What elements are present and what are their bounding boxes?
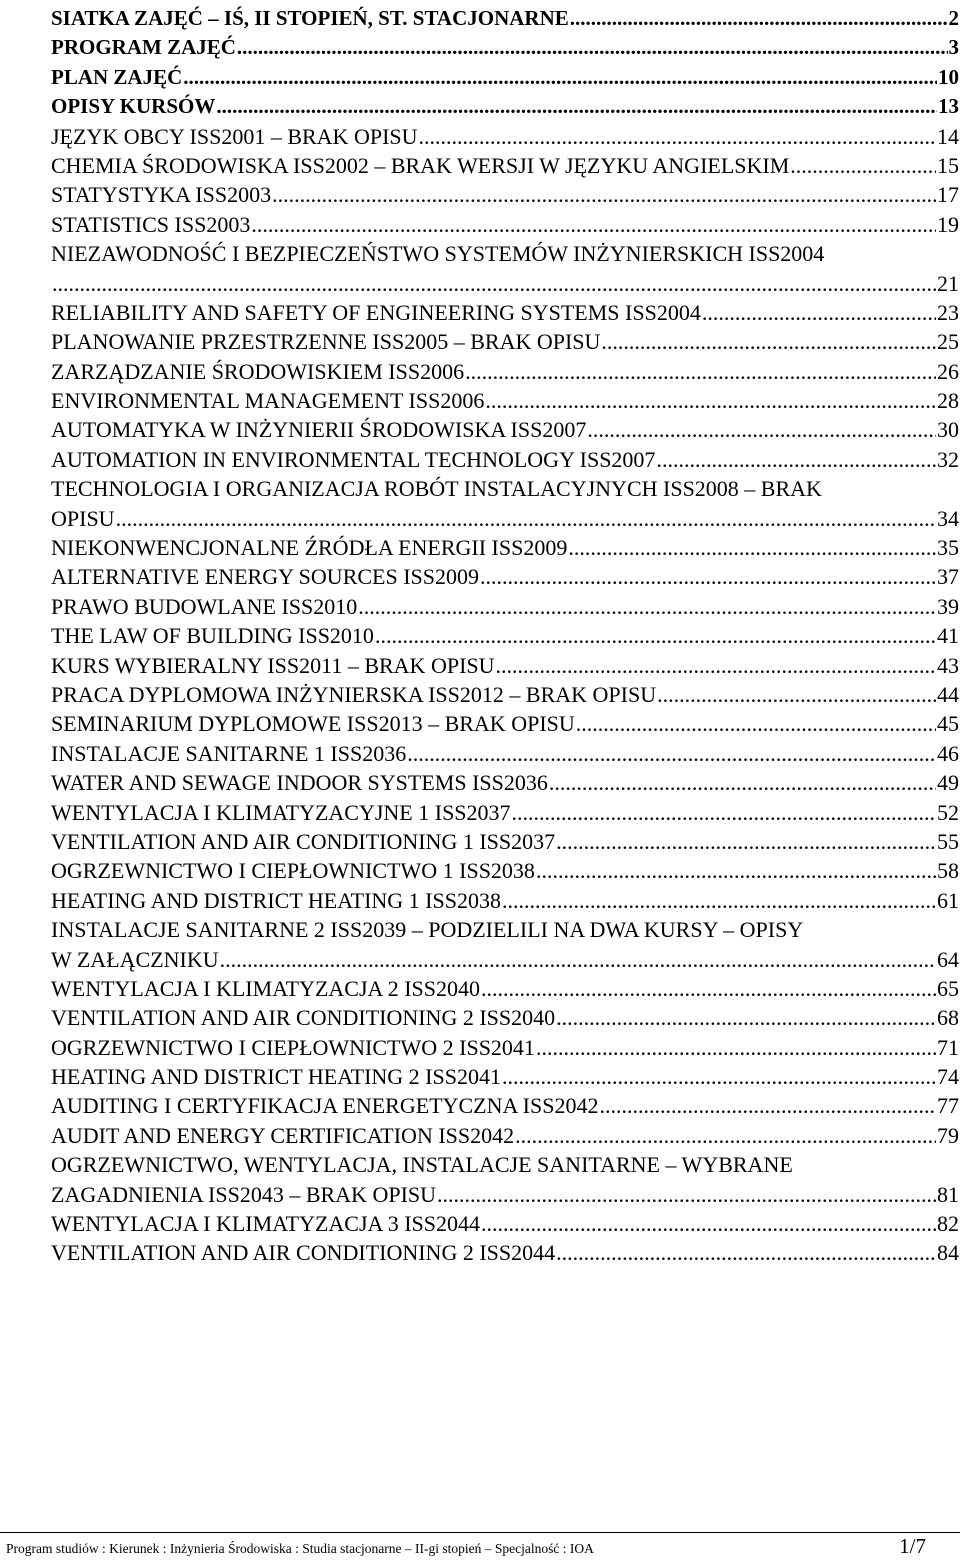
toc-page-number: 68 bbox=[937, 1005, 959, 1031]
toc-entry-title: AUTOMATYKA W INŻYNIERII ŚRODOWISKA ISS2007 bbox=[51, 417, 587, 443]
toc-entry[interactable] bbox=[51, 415, 959, 444]
toc-page-number: 43 bbox=[937, 652, 959, 678]
leader-dots bbox=[790, 151, 936, 180]
toc-page-number: 25 bbox=[937, 329, 959, 355]
toc-entry[interactable] bbox=[51, 122, 959, 151]
toc-page-number: 14 bbox=[937, 123, 959, 149]
toc-entry[interactable] bbox=[51, 974, 959, 1003]
leader-dots bbox=[570, 4, 948, 33]
toc-entry-title: CHEMIA ŚRODOWISKA ISS2002 – BRAK WERSJI W JĘZYKU ANGIELSKIM bbox=[51, 152, 790, 178]
toc-page-number: 46 bbox=[937, 740, 959, 766]
leader-dots bbox=[183, 63, 937, 92]
toc-entry[interactable] bbox=[51, 1091, 959, 1120]
toc-entry-title: SIATKA ZAJĘĆ – IŚ, II STOPIEŃ, ST. STACJONARNE bbox=[51, 6, 569, 30]
toc-page-number: 77 bbox=[937, 1093, 959, 1119]
toc-entry[interactable] bbox=[51, 886, 959, 915]
toc-page-number: 28 bbox=[937, 388, 959, 414]
leader-dots bbox=[496, 651, 936, 680]
leader-dots bbox=[116, 504, 936, 533]
leader-dots bbox=[485, 386, 936, 415]
toc-entry-title: PRAWO BUDOWLANE ISS2010 bbox=[51, 593, 358, 619]
toc-entry[interactable] bbox=[51, 562, 959, 591]
toc-entry-title: ZARZĄDZANIE ŚRODOWISKIEM ISS2006 bbox=[51, 358, 465, 384]
page-indicator: 1/7 bbox=[899, 1534, 926, 1558]
leader-dots bbox=[576, 709, 936, 738]
toc-page-number: 65 bbox=[937, 975, 959, 1001]
toc-page-number: 41 bbox=[937, 623, 959, 649]
leader-dots bbox=[568, 533, 936, 562]
leader-dots bbox=[437, 1180, 936, 1209]
toc-entry[interactable] bbox=[51, 151, 959, 180]
leader-dots bbox=[220, 945, 936, 974]
page-footer bbox=[0, 1532, 960, 1559]
leader-dots bbox=[657, 680, 936, 709]
toc-entry[interactable] bbox=[51, 1033, 959, 1062]
toc-page-number: 84 bbox=[937, 1240, 959, 1266]
toc-entry[interactable] bbox=[51, 739, 959, 768]
leader-dots bbox=[549, 768, 936, 797]
footer-text: Program studiów : Kierunek : Inżynieria Środowiska : Studia stacjonarne – II-gi stopień – Specjalność : IOA bbox=[6, 1541, 594, 1556]
toc-entry-title: AUTOMATION IN ENVIRONMENTAL TECHNOLOGY ISS2007 bbox=[51, 446, 656, 472]
toc-entry[interactable] bbox=[51, 4, 959, 33]
toc-entry[interactable] bbox=[51, 1003, 959, 1032]
toc-entry-title: VENTILATION AND AIR CONDITIONING 1 ISS2037 bbox=[51, 828, 556, 854]
toc-entry-title: PROGRAM ZAJĘĆ bbox=[51, 35, 236, 60]
toc-entry-title: OGRZEWNICTWO I CIEPŁOWNICTWO 1 ISS2038 bbox=[51, 858, 535, 884]
toc-page-number: 39 bbox=[937, 593, 959, 619]
leader-dots bbox=[599, 1091, 936, 1120]
toc-page-number: 44 bbox=[937, 681, 959, 707]
toc-entry-title-cont: ZAGADNIENIA ISS2043 – BRAK OPISU bbox=[51, 1181, 437, 1207]
toc-entry[interactable] bbox=[51, 621, 959, 650]
toc-entry[interactable] bbox=[51, 945, 959, 974]
toc-entry[interactable] bbox=[51, 445, 959, 474]
toc-entry-title: PLANOWANIE PRZESTRZENNE ISS2005 – BRAK OPISU bbox=[51, 329, 601, 355]
toc-entry-title: OPISY KURSÓW bbox=[51, 94, 216, 119]
toc-page-number: 64 bbox=[937, 946, 959, 972]
toc-entry-title: NIEKONWENCJONALNE ŹRÓDŁA ENERGII ISS2009 bbox=[51, 535, 568, 561]
toc-page-number: 55 bbox=[937, 828, 959, 854]
toc-entry-title: WENTYLACJA I KLIMATYZACJA 2 ISS2040 bbox=[51, 975, 480, 1001]
toc-entry-title: HEATING AND DISTRICT HEATING 2 ISS2041 bbox=[51, 1064, 501, 1090]
toc-entry[interactable] bbox=[51, 680, 959, 709]
toc-page-number: 74 bbox=[937, 1064, 959, 1090]
leader-dots bbox=[502, 886, 936, 915]
toc-entry[interactable] bbox=[51, 298, 959, 327]
toc-page-number: 79 bbox=[937, 1122, 959, 1148]
toc-entry[interactable] bbox=[51, 798, 959, 827]
leader-dots bbox=[419, 122, 936, 151]
leader-dots bbox=[407, 739, 936, 768]
leader-dots bbox=[465, 357, 936, 386]
leader-dots bbox=[237, 33, 948, 62]
leader-dots bbox=[272, 180, 936, 209]
leader-dots bbox=[502, 1062, 936, 1091]
toc-page-number: 52 bbox=[937, 799, 959, 825]
toc-entry-title[interactable]: OGRZEWNICTWO, WENTYLACJA, INSTALACJE SANITARNE – WYBRANE bbox=[51, 1152, 793, 1178]
leader-dots bbox=[536, 1033, 936, 1062]
toc-page-number: 35 bbox=[937, 535, 959, 561]
toc-entry[interactable] bbox=[51, 357, 959, 386]
toc-page-number: 34 bbox=[937, 505, 959, 531]
leader-dots bbox=[702, 298, 936, 327]
toc-entry[interactable] bbox=[51, 269, 959, 298]
toc-page-number: 81 bbox=[937, 1181, 959, 1207]
toc-entry[interactable] bbox=[51, 327, 959, 356]
toc-entry-title: ENVIRONMENTAL MANAGEMENT ISS2006 bbox=[51, 388, 485, 414]
toc-page-number: 23 bbox=[937, 299, 959, 325]
toc-entry[interactable] bbox=[51, 1238, 959, 1267]
leader-dots bbox=[481, 974, 936, 1003]
leader-dots bbox=[216, 92, 937, 121]
table-of-contents bbox=[51, 4, 959, 1268]
toc-page-number: 15 bbox=[937, 152, 959, 178]
leader-dots bbox=[556, 1238, 936, 1267]
toc-page-number: 58 bbox=[937, 858, 959, 884]
toc-entry[interactable] bbox=[51, 92, 959, 121]
toc-entry-title: VENTILATION AND AIR CONDITIONING 2 ISS2040 bbox=[51, 1005, 556, 1031]
toc-entry[interactable] bbox=[51, 1209, 959, 1238]
toc-entry-title: INSTALACJE SANITARNE 1 ISS2036 bbox=[51, 740, 407, 766]
toc-entry-title: ALTERNATIVE ENERGY SOURCES ISS2009 bbox=[51, 564, 480, 590]
leader-dots bbox=[515, 1121, 936, 1150]
toc-page-number: 45 bbox=[937, 711, 959, 737]
toc-page-number: 71 bbox=[937, 1034, 959, 1060]
toc-page-number: 10 bbox=[938, 64, 959, 89]
leader-dots bbox=[480, 562, 936, 591]
toc-entry-title: SEMINARIUM DYPLOMOWE ISS2013 – BRAK OPISU bbox=[51, 711, 575, 737]
toc-entry-title: RELIABILITY AND SAFETY OF ENGINEERING SYSTEMS ISS2004 bbox=[51, 299, 701, 325]
leader-dots bbox=[587, 415, 936, 444]
leader-dots bbox=[358, 592, 936, 621]
toc-entry[interactable] bbox=[51, 827, 959, 856]
leader-dots bbox=[52, 269, 936, 298]
toc-entry[interactable] bbox=[51, 504, 959, 533]
leader-dots bbox=[656, 445, 936, 474]
toc-page-number: 26 bbox=[937, 358, 959, 384]
toc-entry[interactable] bbox=[51, 63, 959, 92]
toc-entry-title[interactable]: TECHNOLOGIA I ORGANIZACJA ROBÓT INSTALACYJNYCH ISS2008 – BRAK bbox=[51, 476, 822, 502]
toc-entry[interactable] bbox=[51, 709, 959, 738]
toc-entry-title: HEATING AND DISTRICT HEATING 1 ISS2038 bbox=[51, 887, 501, 913]
toc-entry-title: STATYSTYKA ISS2003 bbox=[51, 182, 272, 208]
toc-entry-title: WATER AND SEWAGE INDOOR SYSTEMS ISS2036 bbox=[51, 770, 548, 796]
toc-entry-title-cont: W ZAŁĄCZNIKU bbox=[51, 946, 219, 972]
leader-dots bbox=[536, 856, 936, 885]
toc-page-number: 30 bbox=[937, 417, 959, 443]
leader-dots bbox=[601, 327, 936, 356]
toc-entry-title: THE LAW OF BUILDING ISS2010 bbox=[51, 623, 374, 649]
toc-page-number: 13 bbox=[938, 94, 959, 119]
toc-entry[interactable] bbox=[51, 592, 959, 621]
toc-entry-title: WENTYLACJA I KLIMATYZACJA 3 ISS2044 bbox=[51, 1211, 480, 1237]
toc-entry[interactable] bbox=[51, 533, 959, 562]
toc-page-number: 17 bbox=[937, 182, 959, 208]
toc-entry-title: AUDIT AND ENERGY CERTIFICATION ISS2042 bbox=[51, 1122, 515, 1148]
toc-entry-title: PRACA DYPLOMOWA INŻYNIERSKA ISS2012 – BRAK OPISU bbox=[51, 681, 657, 707]
toc-entry-title[interactable]: NIEZAWODNOŚĆ I BEZPIECZEŃSTWO SYSTEMÓW INŻYNIERSKICH ISS2004 bbox=[51, 241, 825, 267]
toc-entry-title: WENTYLACJA I KLIMATYZACYJNE 1 ISS2037 bbox=[51, 799, 511, 825]
toc-page-number: 37 bbox=[937, 564, 959, 590]
toc-entry-title: PLAN ZAJĘĆ bbox=[51, 64, 183, 89]
leader-dots bbox=[251, 210, 936, 239]
toc-entry-title: STATISTICS ISS2003 bbox=[51, 211, 251, 237]
toc-entry[interactable] bbox=[51, 1180, 959, 1209]
toc-entry[interactable] bbox=[51, 651, 959, 680]
toc-page-number: 3 bbox=[948, 35, 959, 60]
toc-entry-title: VENTILATION AND AIR CONDITIONING 2 ISS2044 bbox=[51, 1240, 556, 1266]
toc-entry[interactable] bbox=[51, 210, 959, 239]
toc-entry[interactable] bbox=[51, 768, 959, 797]
toc-entry-title: KURS WYBIERALNY ISS2011 – BRAK OPISU bbox=[51, 652, 495, 678]
toc-entry-title-cont: OPISU bbox=[51, 505, 115, 531]
leader-dots bbox=[556, 827, 936, 856]
leader-dots bbox=[375, 621, 936, 650]
leader-dots bbox=[556, 1003, 936, 1032]
toc-entry-title: JĘZYK OBCY ISS2001 – BRAK OPISU bbox=[51, 123, 418, 149]
toc-page-number: 49 bbox=[937, 770, 959, 796]
toc-page-number: 82 bbox=[937, 1211, 959, 1237]
toc-entry-title: AUDITING I CERTYFIKACJA ENERGETYCZNA ISS2042 bbox=[51, 1093, 599, 1119]
toc-page-number: 19 bbox=[937, 211, 959, 237]
toc-page-number: 32 bbox=[937, 446, 959, 472]
toc-entry-title[interactable]: INSTALACJE SANITARNE 2 ISS2039 – PODZIELILI NA DWA KURSY – OPISY bbox=[51, 917, 804, 943]
toc-entry[interactable] bbox=[51, 180, 959, 209]
toc-entry[interactable] bbox=[51, 33, 959, 62]
leader-dots bbox=[481, 1209, 936, 1238]
toc-entry[interactable] bbox=[51, 856, 959, 885]
toc-page-number: 21 bbox=[937, 270, 959, 296]
toc-page-number: 61 bbox=[937, 887, 959, 913]
leader-dots bbox=[512, 798, 936, 827]
toc-page-number: 2 bbox=[948, 6, 959, 30]
toc-entry[interactable] bbox=[51, 1121, 959, 1150]
toc-entry[interactable] bbox=[51, 386, 959, 415]
toc-entry[interactable] bbox=[51, 1062, 959, 1091]
toc-entry-title: OGRZEWNICTWO I CIEPŁOWNICTWO 2 ISS2041 bbox=[51, 1034, 535, 1060]
